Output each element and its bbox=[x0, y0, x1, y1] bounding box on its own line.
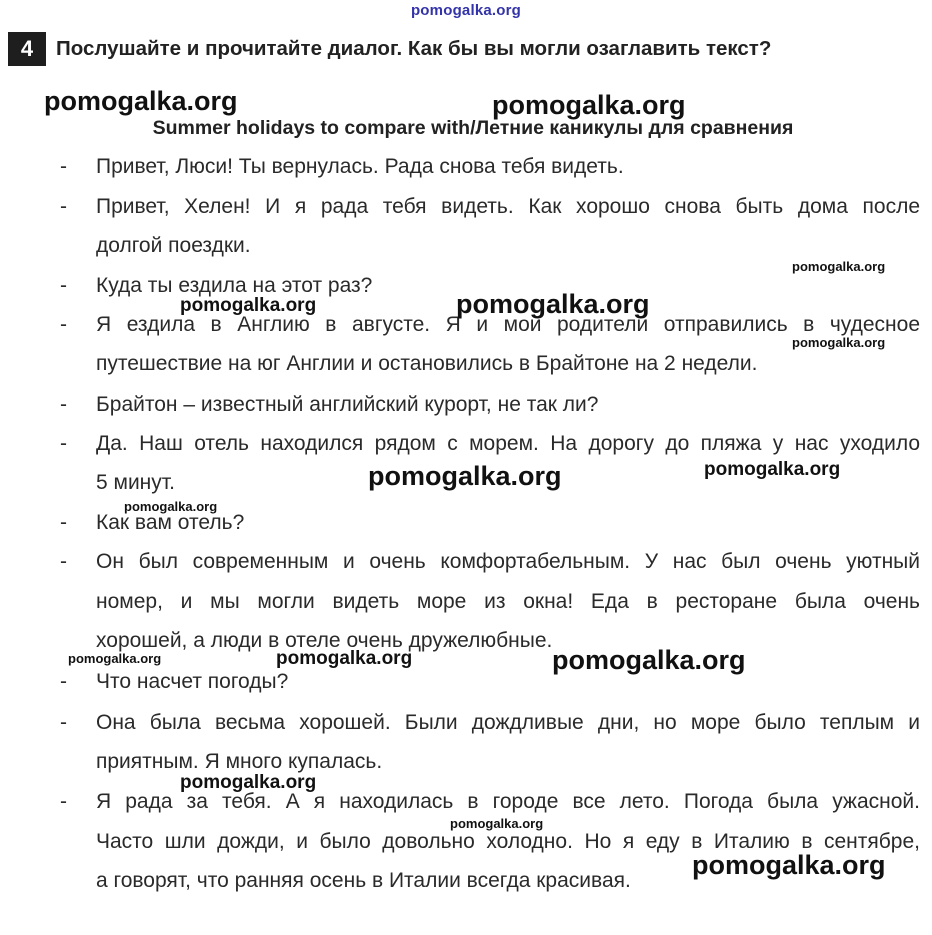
dialogue-line: Я рада за тебя. А я находилась в городе все лето. Погода была ужасной. bbox=[96, 790, 920, 813]
task-instruction: Послушайте и прочитайте диалог. Как бы вы могли озаглавить текст? bbox=[56, 37, 772, 60]
dialogue-line: Часто шли дожди, и было довольно холодно. Но я еду в Италию в сентябре, bbox=[96, 830, 920, 853]
watermark: pomogalka.org bbox=[180, 772, 317, 793]
dialogue-line: Что насчет погоды? bbox=[96, 670, 289, 693]
dialogue-line: Она была весьма хорошей. Были дождливые дни, но море было теплым и bbox=[96, 711, 920, 734]
dialogue-dash: - bbox=[60, 432, 67, 455]
dialogue-dash: - bbox=[60, 393, 67, 416]
dialogue-line: 5 минут. bbox=[96, 471, 175, 494]
watermark: pomogalka.org bbox=[450, 816, 544, 831]
task-header bbox=[8, 32, 771, 66]
dialogue-line: долгой поездки. bbox=[96, 234, 251, 257]
dialogue-line: приятным. Я много купалась. bbox=[96, 750, 383, 773]
watermark: pomogalka.org bbox=[124, 499, 218, 514]
dialogue-line: Я ездила в Англию в августе. Я и мои родители отправились в чудесное bbox=[96, 313, 920, 336]
watermark: pomogalka.org bbox=[792, 259, 886, 274]
site-watermark-top: pomogalka.org bbox=[410, 2, 522, 19]
dialogue-title: Summer holidays to compare with/Летние каникулы для сравнения bbox=[152, 117, 794, 139]
dialogue-dash: - bbox=[60, 711, 67, 734]
dialogue-line: Куда ты ездила на этот раз? bbox=[96, 274, 373, 297]
watermark: pomogalka.org bbox=[552, 645, 746, 675]
dialogue-dash: - bbox=[60, 313, 67, 336]
dialogue-dash: - bbox=[60, 155, 67, 178]
watermark: pomogalka.org bbox=[276, 648, 413, 669]
watermark: pomogalka.org bbox=[692, 850, 886, 880]
watermark: pomogalka.org bbox=[456, 289, 650, 319]
dialogue-dash: - bbox=[60, 670, 67, 693]
dialogue-line: Он был современным и очень комфортабельным. У нас был очень уютный bbox=[96, 550, 920, 573]
dialogue-line: Как вам отель? bbox=[96, 511, 245, 534]
dialogue-line: Брайтон – известный английский курорт, не так ли? bbox=[96, 393, 599, 416]
dialogue-dash: - bbox=[60, 195, 67, 218]
dialogue-line: номер, и мы могли видеть море из окна! Еда в ресторане была очень bbox=[96, 590, 920, 613]
task-number-badge: 4 bbox=[8, 32, 46, 66]
dialogue-dash: - bbox=[60, 274, 67, 297]
watermark: pomogalka.org bbox=[704, 459, 841, 480]
dialogue-line: Привет, Хелен! И я рада тебя видеть. Как хорошо снова быть дома после bbox=[96, 195, 920, 218]
dialogue-line: Привет, Люси! Ты вернулась. Рада снова тебя видеть. bbox=[96, 155, 624, 178]
dialogue-dash: - bbox=[60, 511, 67, 534]
dialogue-dash: - bbox=[60, 790, 67, 813]
watermark: pomogalka.org bbox=[180, 295, 317, 316]
watermark: pomogalka.org bbox=[68, 651, 162, 666]
watermark: pomogalka.org bbox=[492, 90, 686, 120]
dialogue-line: путешествие на юг Англии и остановились в Брайтоне на 2 недели. bbox=[96, 352, 758, 375]
watermark: pomogalka.org bbox=[368, 461, 562, 491]
dialogue-line: а говорят, что ранняя осень в Италии всегда красивая. bbox=[96, 869, 631, 892]
dialogue-line: хорошей, а люди в отеле очень дружелюбные. bbox=[96, 629, 553, 652]
watermark: pomogalka.org bbox=[44, 86, 238, 116]
watermark: pomogalka.org bbox=[792, 335, 886, 350]
dialogue-line: Да. Наш отель находился рядом с морем. На дорогу до пляжа у нас уходило bbox=[96, 432, 920, 455]
dialogue-dash: - bbox=[60, 550, 67, 573]
